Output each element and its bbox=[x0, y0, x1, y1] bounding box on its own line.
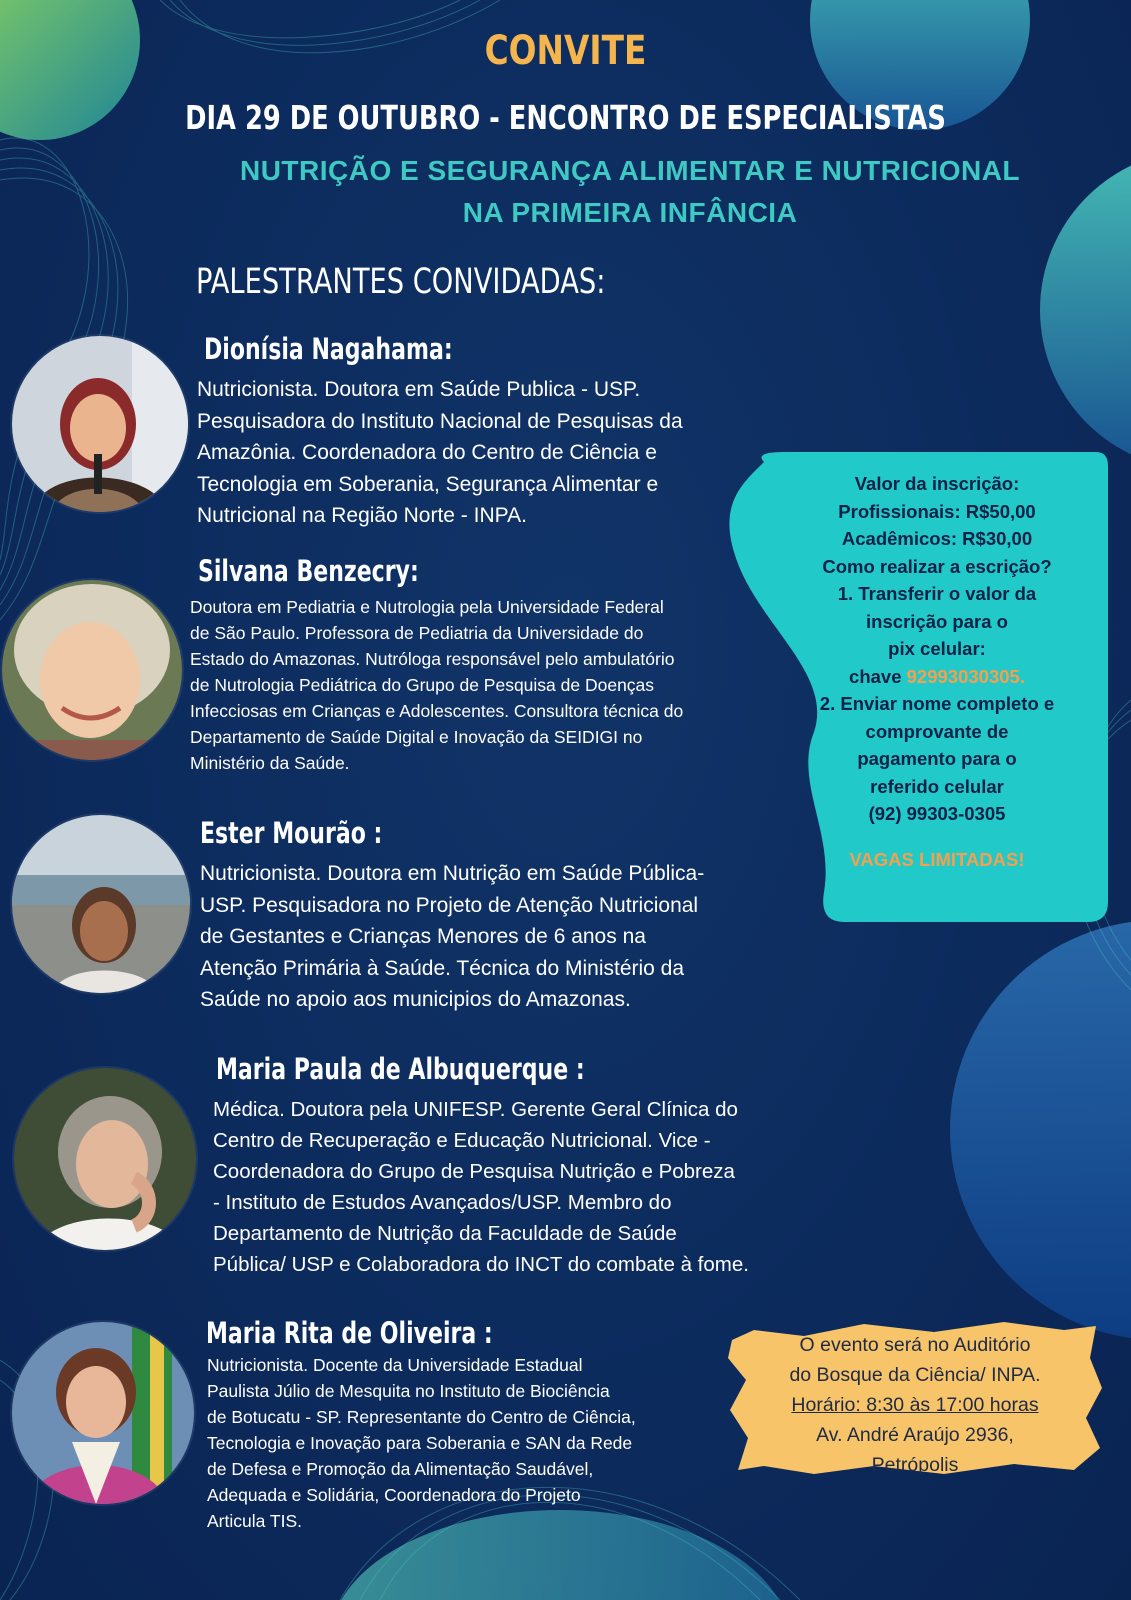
bio-line: de São Paulo. Professora de Pediatria da Universidade do bbox=[190, 623, 644, 643]
speaker-name: Maria Rita de Oliveira : bbox=[206, 1316, 493, 1350]
bio-line: Infecciosas em Crianças e Adolescentes. Consultora técnica do bbox=[190, 701, 684, 721]
deco-circle-right-lower bbox=[950, 920, 1131, 1340]
bio-line: Pública/ USP e Colaboradora do INCT do combate à fome. bbox=[213, 1253, 749, 1276]
limited-spots-badge: VAGAS LIMITADAS! bbox=[849, 848, 1025, 870]
pix-key-value: 92993030305. bbox=[906, 665, 1025, 687]
speaker-name: Ester Mourão : bbox=[200, 816, 383, 850]
bio-line: Pesquisadora do Instituto Nacional de Pesquisas da bbox=[197, 409, 683, 433]
venue-line: do Bosque da Ciência/ INPA. bbox=[789, 1364, 1041, 1386]
bio-line: de Defesa e Promoção da Alimentação Saudável, bbox=[207, 1459, 594, 1479]
speaker-name: Dionísia Nagahama: bbox=[204, 332, 453, 366]
speaker-photo-silvana bbox=[2, 580, 182, 760]
speaker-name: Silvana Benzecry: bbox=[198, 554, 419, 588]
bio-line: Médica. Doutora pela UNIFESP. Gerente Geral Clínica do bbox=[213, 1098, 738, 1121]
step-1-line: 1. Transferir o valor da bbox=[837, 583, 1037, 604]
speaker-name: Maria Paula de Albuquerque : bbox=[216, 1052, 585, 1086]
portrait-image bbox=[14, 1068, 196, 1250]
bio-line: Nutricionista. Doutora em Saúde Publica - USP. bbox=[197, 378, 641, 401]
invitation-title: CONVITE bbox=[484, 28, 647, 74]
bio-line: de Botucatu - SP. Representante do Centro de Ciência, bbox=[207, 1407, 636, 1427]
registration-fee-title: Valor da inscrição: bbox=[854, 473, 1020, 494]
speaker-photo-maria-rita bbox=[12, 1322, 194, 1504]
fee-academics: Acadêmicos: R$30,00 bbox=[841, 528, 1033, 549]
bio-line: Nutricionista. Doutora em Nutrição em Saúde Pública- bbox=[200, 862, 705, 885]
bio-line: Paulista Júlio de Mesquita no Instituto de Biociência bbox=[207, 1381, 610, 1401]
portrait-image bbox=[12, 336, 188, 512]
speaker-bio bbox=[190, 594, 683, 776]
bio-line: Departamento de Nutrição da Faculdade de Saúde bbox=[213, 1222, 677, 1245]
venue-line: O evento será no Auditório bbox=[799, 1334, 1031, 1356]
how-to-register: Como realizar a escrição? bbox=[822, 555, 1052, 577]
speaker-photo-dionisia bbox=[12, 336, 188, 512]
step-2-line: 2. Enviar nome completo e bbox=[819, 693, 1055, 714]
bio-line: Amazônia. Coordenadora do Centro de Ciência e bbox=[197, 441, 657, 464]
portrait-image bbox=[2, 580, 182, 760]
step-2-line: referido celular bbox=[870, 775, 1004, 797]
bio-line: Ministério da Saúde. bbox=[190, 753, 350, 773]
event-location-note bbox=[735, 1330, 1095, 1480]
bio-line: Estado do Amazonas. Nutróloga responsável pelo ambulatório bbox=[190, 649, 675, 669]
speaker-photo-ester bbox=[12, 815, 190, 993]
bio-line: Doutora em Pediatria e Nutrologia pela Universidade Federal bbox=[190, 597, 664, 617]
speaker-bio bbox=[207, 1352, 636, 1534]
bio-line: Tecnologia e Inovação para Soberania e SAN da Rede bbox=[207, 1433, 633, 1453]
bio-line: Saúde no apoio aos municipios do Amazonas. bbox=[200, 988, 631, 1011]
speaker-bio bbox=[213, 1094, 749, 1280]
contact-phone: (92) 99303-0305 bbox=[868, 803, 1006, 824]
bio-line: - Instituto de Estudos Avançados/USP. Membro do bbox=[213, 1191, 672, 1214]
event-subtitle bbox=[190, 150, 1070, 234]
bio-line: Articula TIS. bbox=[207, 1511, 302, 1531]
bio-line: Centro de Recuperação e Educação Nutricional. Vice - bbox=[213, 1129, 711, 1152]
bio-line: Atenção Primária à Saúde. Técnica do Ministério da bbox=[200, 956, 685, 980]
bio-line: Nutricionista. Docente da Universidade Estadual bbox=[207, 1355, 583, 1375]
registration-info bbox=[772, 470, 1102, 873]
event-date-title: DIA 29 DE OUTUBRO - ENCONTRO DE ESPECIALISTAS bbox=[185, 98, 946, 137]
fee-professionals: Profissionais: R$50,00 bbox=[838, 500, 1036, 522]
step-1-line: pix celular: bbox=[888, 638, 986, 659]
speaker-bio bbox=[200, 858, 704, 1016]
step-2-line: comprovante de bbox=[865, 720, 1009, 742]
speakers-heading: PALESTRANTES CONVIDADAS: bbox=[196, 262, 606, 302]
bio-line: Tecnologia em Soberania, Segurança Alimentar e bbox=[197, 472, 659, 496]
speaker-photo-maria-paula bbox=[14, 1068, 196, 1250]
bio-line: de Gestantes e Crianças Menores de 6 anos na bbox=[200, 925, 646, 948]
address-line: Av. André Araújo 2936, bbox=[816, 1424, 1014, 1446]
step-2-line: pagamento para o bbox=[857, 748, 1017, 769]
neighborhood-line: Petrópolis bbox=[871, 1454, 959, 1476]
bio-line: Departamento de Saúde Digital e Inovação da SEIDIGI no bbox=[190, 727, 643, 747]
subtitle-line-2: NA PRIMEIRA INFÂNCIA bbox=[462, 197, 798, 228]
schedule-line: Horário: 8:30 às 17:00 horas bbox=[791, 1394, 1039, 1416]
bio-line: USP. Pesquisadora no Projeto de Atenção Nutricional bbox=[200, 893, 699, 917]
portrait-image bbox=[12, 1322, 194, 1504]
pix-key-prefix: chave bbox=[849, 665, 907, 687]
bio-line: Adequada e Solidária, Coordenadora do Projeto bbox=[207, 1485, 581, 1505]
speaker-bio bbox=[197, 374, 683, 532]
portrait-image bbox=[12, 815, 190, 993]
bio-line: Nutricional na Região Norte - INPA. bbox=[197, 504, 527, 527]
bio-line: de Nutrologia Pediátrica do Grupo de Pesquisa de Doenças bbox=[190, 675, 655, 695]
pix-key-line bbox=[772, 663, 1102, 691]
step-1-line: inscrição para o bbox=[866, 610, 1008, 632]
bio-line: Coordenadora do Grupo de Pesquisa Nutrição e Pobreza bbox=[213, 1160, 735, 1183]
subtitle-line-1: NUTRIÇÃO E SEGURANÇA ALIMENTAR E NUTRICIONAL bbox=[239, 155, 1021, 186]
